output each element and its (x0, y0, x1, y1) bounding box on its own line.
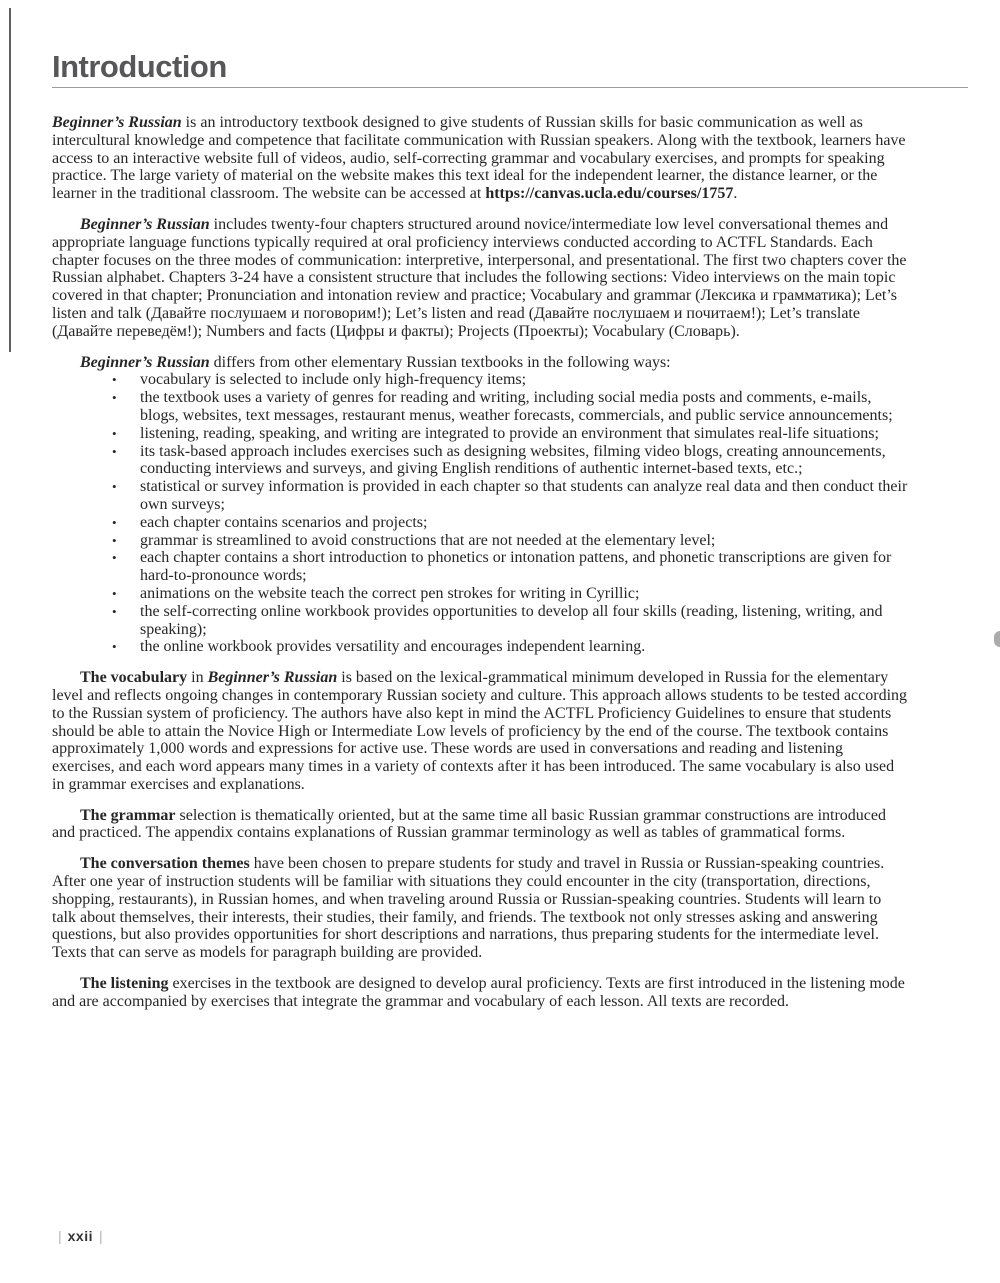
feature-list-item (52, 389, 908, 425)
feature-item-text: grammar is streamlined to avoid constructions that are not needed at the elementary level; (140, 531, 716, 549)
bullet-icon: • (112, 532, 117, 548)
bullet-icon: • (112, 639, 117, 655)
bullet-icon: • (112, 390, 117, 406)
vocabulary-paragraph: The vocabulary in Beginner’s Russian is based on the lexical-grammatical minimum developed in Russia for the elementary level and reflects ongoing changes in contemporary Russian society and culture. This approach allows students to be tested according to the Russian system of proficiency. The authors have also kept in mind the ACTFL Proficiency Guidelines to ensure that students should be able to attain the Novice High or Intermediate Low levels of proficiency by the end of the course. The textbook contains approximately 1,000 words and expressions for active use. These words are used in conversations and reading and listening exercises, and each word appears many times in a variety of contexts after it has been introduced. The same vocabulary is also used in grammar exercises and explanations. (52, 669, 908, 793)
page-number: xxii (67, 1228, 93, 1244)
feature-item-text: statistical or survey information is provided in each chapter so that students can analyze real data and then conduct their own surveys; (140, 478, 908, 513)
feature-list-item (52, 585, 908, 603)
feature-item-text: the online workbook provides versatility and encourages independent learning. (140, 638, 646, 656)
chapters-paragraph: Beginner’s Russian includes twenty-four chapters structured around novice/intermediate low level conversational themes and appropriate language functions typically required at oral proficiency interviews conducted according to ACTFL Standards. Each chapter focuses on the three modes of communication: interpretive, interpersonal, and presentational. The first two chapters cover the Russian alphabet. Chapters 3-24 have a consistent structure that includes the following sections: Video interviews on the main topic covered in that chapter; Pronunciation and intonation review and practice; Vocabulary and grammar (Лексика и грамматика); Let’s listen and talk (Давайте послушаем и поговорим!); Let’s listen and read (Давайте послушаем и почитаем!); Let’s translate (Давайте переведём!); Numbers and facts (Цифры и факты); Projects (Проекты); Vocabulary (Словарь). (52, 215, 907, 340)
feature-item-text: each chapter contains scenarios and projects; (140, 513, 428, 531)
right-scan-artifact (994, 631, 1000, 647)
intro-paragraph: Beginner’s Russian is an introductory textbook designed to give students of Russian skills for basic communication as well as intercultural knowledge and competence that facilitate communication with Russian speakers. Along with the textbook, learners have access to an interactive website full of videos, audio, self-correcting grammar and vocabulary exercises, and prompts for speaking practice. The large variety of material on the website makes this text ideal for the independent learner, the distance learner, or the learner in the traditional classroom. The website can be accessed at https://canvas.ucla.edu/courses/1757. (52, 114, 906, 203)
feature-list-item (52, 532, 908, 550)
feature-list-item (52, 603, 908, 639)
page-footer (52, 1228, 109, 1244)
bullet-icon: • (112, 603, 117, 619)
feature-item-text: vocabulary is selected to include only high-frequency items; (140, 371, 527, 389)
title-rule (52, 87, 968, 88)
bullet-icon: • (112, 550, 117, 566)
bullet-icon: • (112, 372, 117, 388)
footer-separator: | (99, 1228, 103, 1244)
feature-list-item (52, 443, 908, 479)
differs-paragraph: Beginner’s Russian differs from other elementary Russian textbooks in the following ways: (80, 353, 671, 371)
feature-list-item (52, 549, 908, 585)
feature-item-text: its task-based approach includes exercises such as designing websites, filming video blogs, creating announcements, conducting interviews and surveys, and giving English renditions of authentic internet-based texts, etc.; (140, 442, 886, 478)
feature-list-item (52, 425, 908, 443)
feature-list-item (52, 638, 908, 656)
feature-item-text: listening, reading, speaking, and writing are integrated to provide an environment that simulates real-life situations; (140, 424, 879, 442)
bullet-icon: • (112, 443, 117, 459)
page-title: Introduction (52, 48, 227, 84)
course-url: https://canvas.ucla.edu/courses/1757 (485, 185, 734, 203)
left-scan-border (9, 8, 11, 352)
feature-item-text: the textbook uses a variety of genres for reading and writing, including social media posts and comments, e-mails, blogs, websites, text messages, restaurant menus, weather forecasts, commercials, and public service announcements; (140, 389, 893, 424)
features-list (52, 371, 908, 656)
feature-item-text: each chapter contains a short introduction to phonetics or intonation pattens, and phonetic transcriptions are given for hard-to-pronounce words; (140, 549, 892, 585)
conversation-paragraph: The conversation themes have been chosen to prepare students for study and travel in Russia or Russian-speaking countries. After one year of instruction students will be familiar with situations they could encounter in the city (transportation, directions, shopping, restaurants), in Russian homes, and when traveling around Russia or Russian-speaking countries. Students will learn to talk about themselves, their interests, their studies, their family, and friends. The textbook not only stresses asking and answering questions, but also provides opportunities for short descriptions and narrations, thus preparing students for the intermediate level. Texts that can serve as models for paragraph building are provided. (52, 855, 885, 962)
bullet-icon: • (112, 479, 117, 495)
feature-list-item (52, 478, 908, 514)
feature-list-item (52, 371, 908, 389)
grammar-paragraph: The grammar selection is thematically oriented, but at the same time all basic Russian grammar constructions are introduced and practiced. The appendix contains explanations of Russian grammar terminology as well as tables of grammatical forms. (52, 806, 886, 842)
page-body (52, 104, 908, 1011)
feature-item-text: animations on the website teach the correct pen strokes for writing in Cyrillic; (140, 584, 640, 602)
feature-list-item (52, 514, 908, 532)
bullet-icon: • (112, 425, 117, 441)
bullet-icon: • (112, 585, 117, 601)
footer-separator: | (58, 1228, 62, 1244)
bullet-icon: • (112, 514, 117, 530)
listening-paragraph: The listening exercises in the textbook are designed to develop aural proficiency. Texts are first introduced in the listening mode and are accompanied by exercises that integrate the grammar and vocabulary of each lesson. All texts are recorded. (52, 975, 905, 1010)
feature-item-text: the self-correcting online workbook provides opportunities to develop all four skills (reading, listening, writing, and speaking); (140, 602, 883, 638)
